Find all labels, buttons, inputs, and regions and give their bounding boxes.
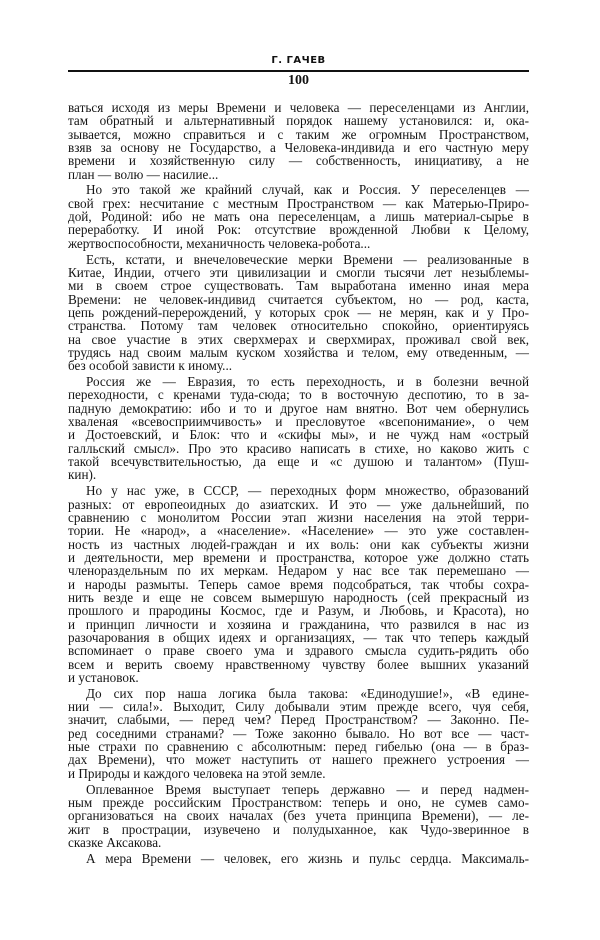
paragraph — [68, 687, 529, 780]
text-line: дой, Родиной: ибо не мать она переселенцам, а лишь материал-сырье в — [68, 209, 529, 225]
text-line: переработку. И иной Рок: отсутствие врожденной Любви к Целому, — [68, 222, 529, 238]
text-line: нии — сила!». Выходит, Силу добывали этим прежде всего, чуя себя, — [68, 699, 529, 715]
text-line: цепь рождений-перерождений, у которых срок — не мерян, как и у Про- — [68, 304, 529, 320]
text-line: А мера Времени — человек, его жизнь и пульс сердца. Максималь- — [86, 850, 529, 866]
paragraph — [68, 101, 529, 181]
text-line: прошлого и прародины Космос, где и Разум, и Любовь, и Красота), но — [68, 603, 529, 619]
text-line: тории. Не «народ», а «население». «Население» — это уже составлен- — [68, 523, 529, 539]
text-line: ми в своем строе существовать. Там выработана именно иная мера — [68, 278, 529, 294]
text-line: всем и верить своему нравственному чувству более вышних указаний — [68, 656, 529, 672]
text-line: Времени: не человек-индивид считается субъектом, но — род, каста, — [68, 291, 529, 307]
paragraph — [68, 484, 529, 684]
paragraph — [68, 183, 529, 250]
text-line: зывается, можно справиться и с таким же огромным Пространством, — [68, 126, 529, 142]
text-line: ные страхи по сравнению с абсолютным: перед гибелью (она — в браз- — [68, 739, 529, 755]
text-line: Оплеванное Время выступает теперь державно — и перед надмен- — [86, 781, 529, 797]
text-line: ность из частных людей-граждан и их воль: они как субъекты жизни — [68, 536, 529, 552]
text-line: Но у нас уже, в СССР, — переходных форм множество, образований — [86, 483, 529, 499]
text-line: странства. Потому там человек относительно спокойно, ориентируясь — [68, 318, 529, 334]
header-rule — [68, 70, 529, 72]
text-line: сравнению с монолитом России этап жизни населения на этой терри- — [68, 509, 529, 525]
paragraph — [68, 375, 529, 482]
text-line: Китае, Индии, отчего эти цивилизации и смогли тысячи лет незыблемы- — [68, 264, 529, 280]
text-line: и принцип личности и хозяина и гражданина, что развился в нас из — [68, 616, 529, 632]
text-line: значит, слабыми, — перед чем? Перед Пространством? — Законно. Пе- — [68, 712, 529, 728]
text-line: ным прежде российским Пространством: теперь и оно, не сумев само- — [68, 794, 529, 810]
body-text — [68, 101, 529, 867]
text-line: Есть, кстати, и внечеловеческие мерки Времени — реализованные в — [86, 251, 529, 267]
running-head-author: Г. ГАЧЕВ — [271, 55, 326, 66]
text-line: и народы размыты. Теперь самое время подсобраться, так чтобы сохра- — [68, 576, 529, 592]
text-line: Россия же — Евразия, то есть переходность, и в болезни вечной — [86, 374, 529, 390]
text-line: план — волю — насилие... — [68, 166, 219, 182]
text-line: жертвоспособности, механичность человека-робота... — [68, 235, 371, 251]
text-line: ред соседними странами? — Тоже законно бывало. Но вот все — част- — [68, 725, 529, 741]
text-line: кин). — [68, 467, 97, 483]
text-line: Но это такой же крайний случай, как и Россия. У переселенцев — — [86, 182, 529, 198]
text-line: и Природы и каждого человека на этой земле. — [68, 765, 326, 781]
text-line: такой всечувствительностью, да еще и «с душою и талантом» (Пуш- — [68, 454, 529, 470]
text-line: там обратный и альтернативный порядок нашему установился: и, ока- — [68, 113, 529, 129]
text-line: времени и хозяйственную силу — собственность, инициативу, а не — [68, 153, 529, 169]
paragraph — [68, 852, 529, 865]
text-line: членораздельным по их меркам. Недаром у нас все так перемешано — — [68, 563, 529, 579]
text-line: переходности, с кренами туда-сюда; то в восточную деспотию, то в за- — [68, 387, 529, 403]
text-line: вспоминает о праве своего ума и здравого смысла судить-рядить обо — [68, 643, 529, 659]
text-line: разных: от европеоидных до азиатских. И это — уже дальнейший, по — [68, 496, 529, 512]
text-line: организоваться на своих началах (без учета принципа Времени), — ле- — [68, 808, 529, 824]
text-line: жит в прострации, изувечено и полудыханное, как Чудо-зверинное в — [68, 821, 529, 837]
paragraph — [68, 783, 529, 850]
text-line: нить везде и еще не совсем вымершую народность (сей прекрасный из — [68, 589, 529, 605]
text-line: на свое участие в этих сверхмерах и сверхмирах, проживал свой век, — [68, 331, 529, 347]
text-line: галльский смысл». Про это красиво написать в стихе, но каково жить с — [68, 440, 529, 456]
text-line: без особой зависти к иному... — [68, 358, 233, 374]
text-line: падную демократию: ибо и то и другое нам внятно. Вот чем обернулись — [68, 400, 529, 416]
text-line: взяв за основу не Государство, а Человека-индивида и его частную меру — [68, 140, 529, 156]
text-line: разочарования в общих идеях и организациях, — так что теперь каждый — [68, 629, 529, 645]
text-line: До сих пор наша логика была такова: «Единодушие!», «В едине- — [86, 685, 529, 701]
text-line: и деятельности, мер времени и пространства, которое уже должно стать — [68, 549, 529, 565]
text-line: дах Времени), что может наступить от нашего прежнего устроения — — [68, 752, 529, 768]
text-line: трудясь над своим малым куском хозяйства и телом, ему отведенным, — — [68, 344, 529, 360]
page-number: 100 — [288, 73, 309, 88]
text-line: сказке Аксакова. — [68, 834, 162, 850]
text-line: хваленая «всевосприимчивость» и пресловутое «всепонимание», о чем — [68, 414, 529, 430]
text-line: и Достоевский, и Блок: что и «скифы мы», и не чужд нам «острый — [68, 427, 529, 443]
paragraph — [68, 253, 529, 373]
text-line: ваться исходя из меры Времени и человека — переселенцами из Англии, — [68, 100, 529, 115]
text-line: и установок. — [68, 670, 139, 685]
text-line: свой грех: несчитание с местным Пространством — как Матерью-Приро- — [68, 195, 529, 211]
